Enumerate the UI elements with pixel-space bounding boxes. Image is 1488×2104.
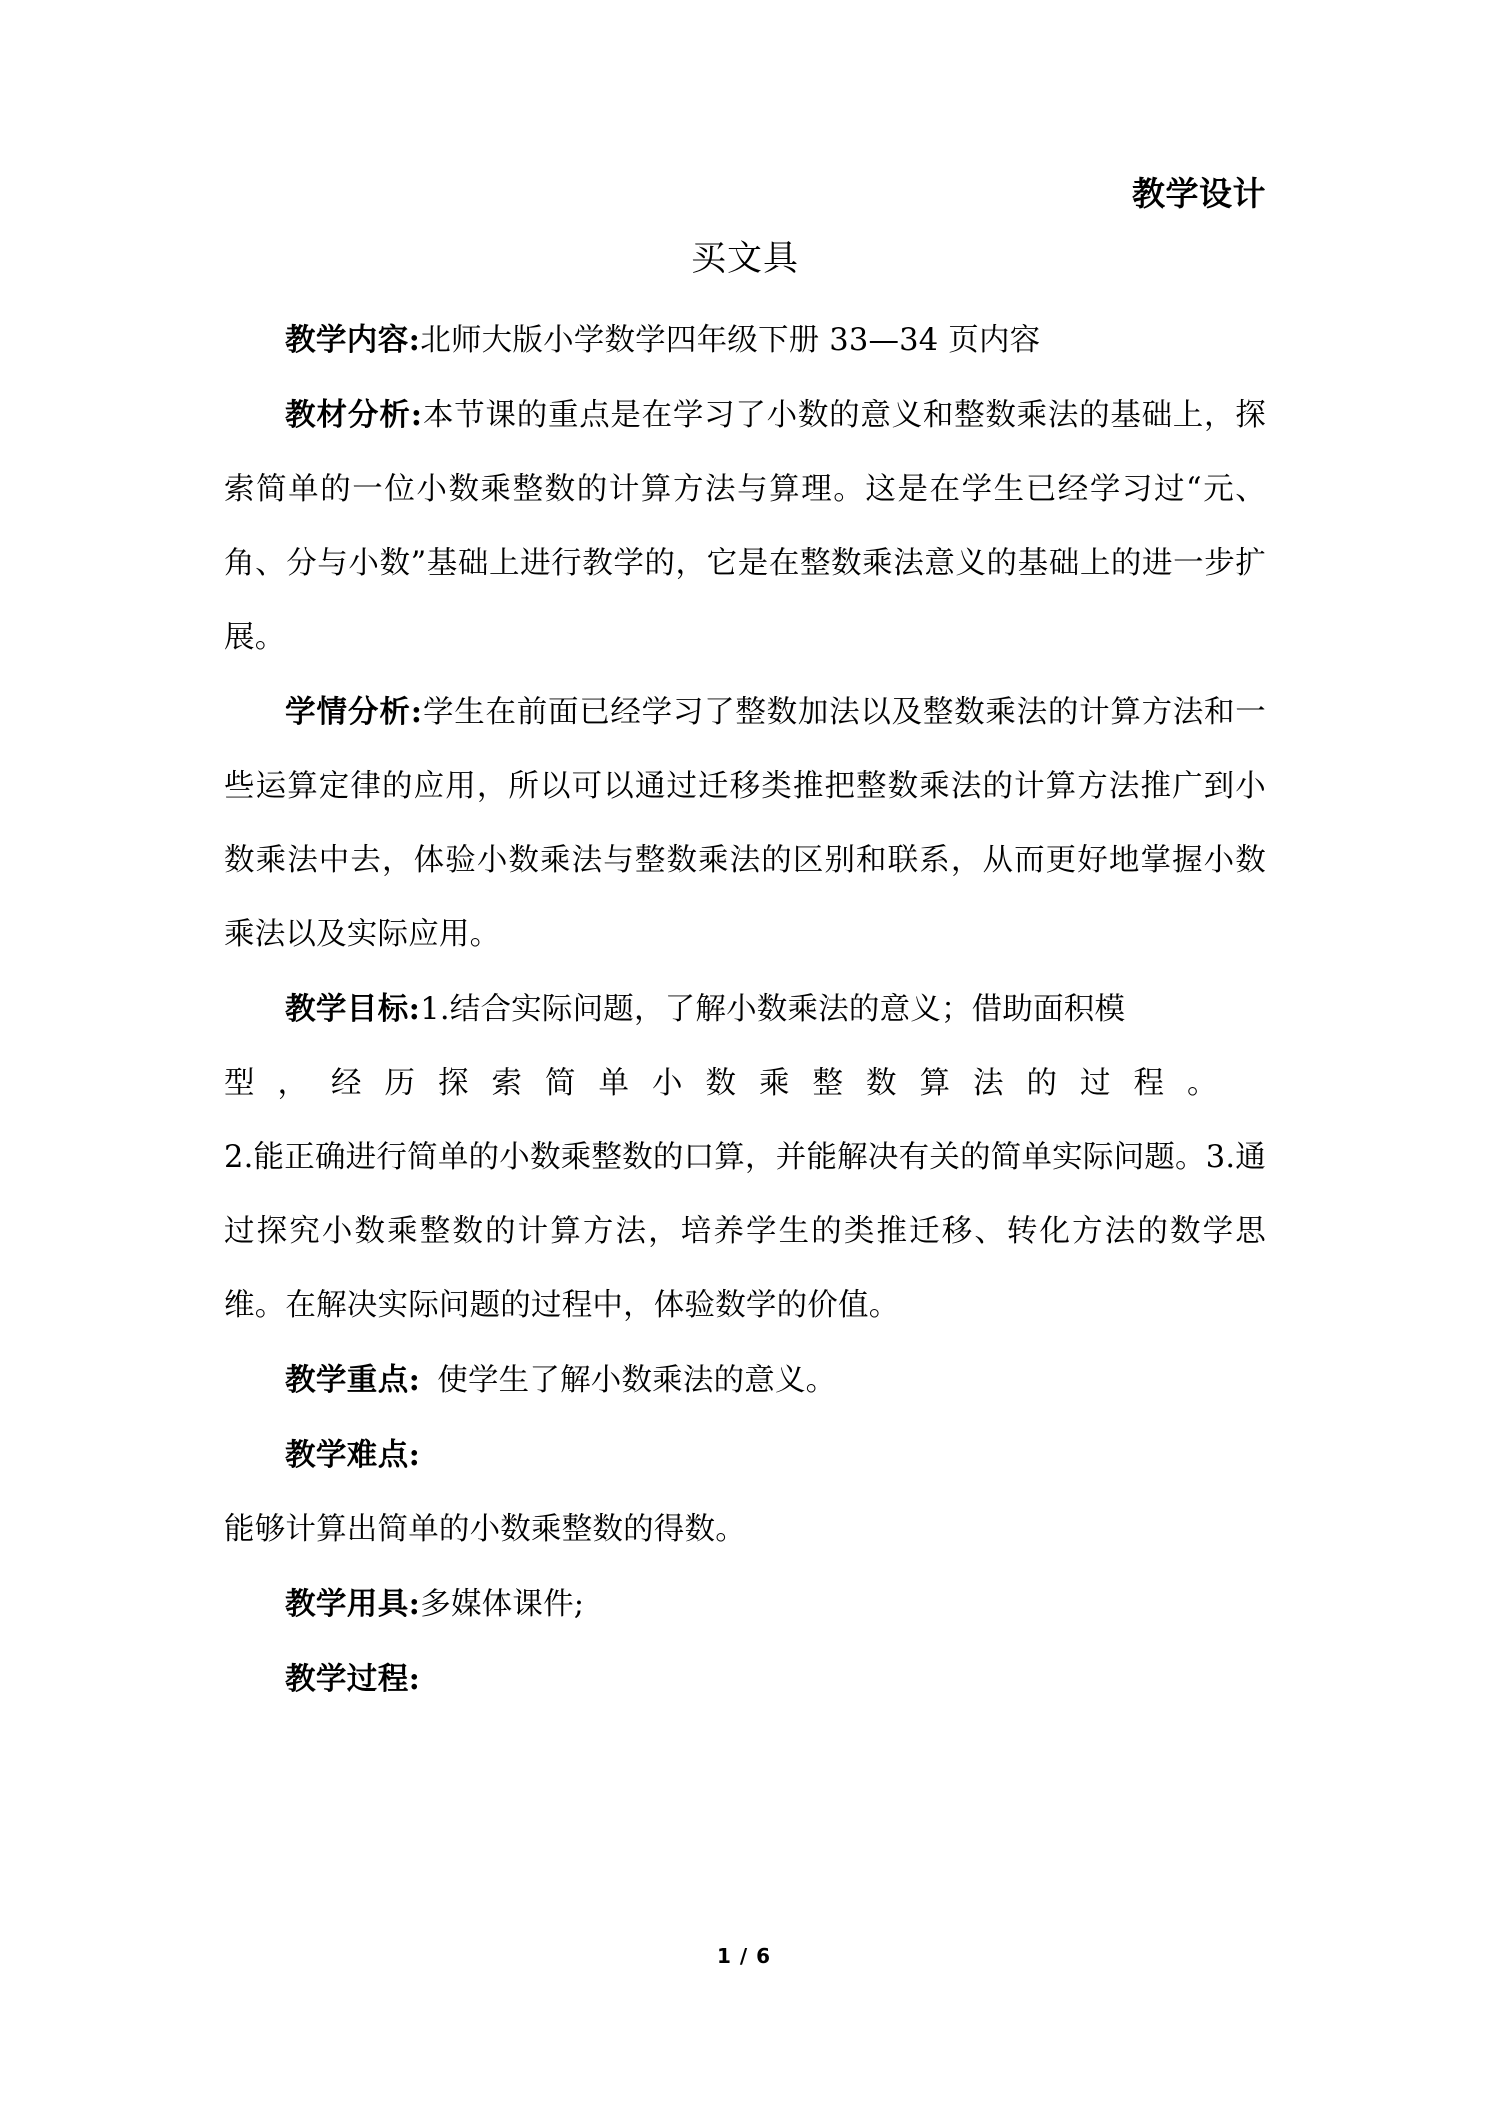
section-key-point: [224, 1343, 1266, 1418]
section-text-material-analysis: 本节课的重点是在学习了小数的意义和整数乘法的基础上，探索简单的一位小数乘整数的计算方法与算理。这是在学生已经学习过“元、角、分与小数”基础上进行教学的，它是在整数乘法意义的基础上的进一步扩展。: [224, 397, 1266, 655]
section-text-difficulty: 能够计算出简单的小数乘整数的得数。: [224, 1511, 746, 1547]
section-text-teaching-content: 北师大版小学数学四年级下册 33—34 页内容: [420, 322, 1041, 358]
section-label-teaching-content: 教学内容:: [285, 321, 421, 358]
section-text-student-analysis: 学生在前面已经学习了整数加法以及整数乘法的计算方法和一些运算定律的应用，所以可以通过迁移类推把整数乘法的计算方法推广到小数乘法中去，体验小数乘法与整数乘法的区别和联系，从而更好地掌握小数乘法以及实际应用。: [224, 694, 1266, 952]
section-teaching-process: [224, 1642, 1266, 1717]
section-teaching-content: [224, 303, 1266, 378]
section-material-analysis: [224, 378, 1266, 675]
section-label-teaching-objectives: 教学目标:: [285, 990, 421, 1027]
section-teaching-tools: [224, 1567, 1266, 1642]
section-label-student-analysis: 学情分析:: [285, 693, 423, 730]
section-label-material-analysis: 教材分析:: [285, 396, 423, 433]
section-label-key-point: 教学重点:: [285, 1361, 421, 1398]
section-text-objectives-part2: 2.能正确进行简单的小数乘整数的口算，并能解决有关的简单实际问题。3.通过探究小数乘整数的计算方法，培养学生的类推迁移、转化方法的数学思维。在解决实际问题的过程中，体验数学的价值。: [224, 1139, 1266, 1323]
section-label-difficulty: 教学难点:: [285, 1436, 421, 1473]
page-number-footer: 1 / 6: [716, 1944, 772, 1968]
section-label-teaching-process: 教学过程:: [285, 1660, 421, 1697]
section-text-key-point: 使学生了解小数乘法的意义。: [437, 1362, 837, 1398]
document-body: [224, 0, 1266, 1717]
section-label-teaching-tools: 教学用具:: [285, 1585, 421, 1622]
section-text-objectives-tracked: 型，经历探索简单小数乘整数算法的过程。: [224, 1065, 1241, 1101]
document-header-right: 教学设计: [1132, 174, 1266, 213]
section-teaching-objectives: [224, 972, 1266, 1343]
section-text-teaching-tools: 多媒体课件;: [420, 1586, 585, 1622]
section-text-objectives-part1: 1.结合实际问题，了解小数乘法的意义；借助面积模: [420, 991, 1126, 1027]
section-student-analysis: [224, 675, 1266, 972]
section-difficulty-text-line: [224, 1493, 1266, 1567]
section-difficulty-label-line: [224, 1418, 1266, 1493]
lesson-title: 买文具: [690, 239, 799, 280]
